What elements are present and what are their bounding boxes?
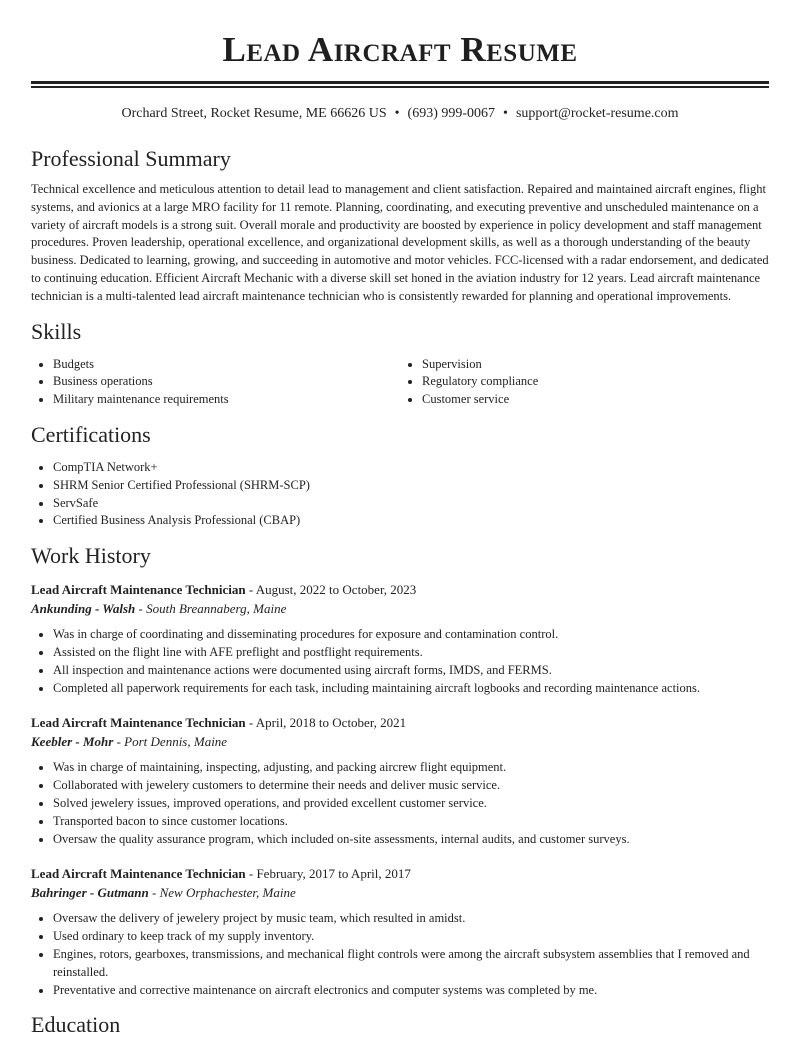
job-employer [31,732,769,751]
resume-page [31,0,769,1039]
job-header [31,580,769,599]
job-employer [31,883,769,902]
job-title: Lead Aircraft Maintenance Technician [31,866,246,882]
job-company: Ankunding - Walsh [31,601,136,617]
job-bullet: • Oversaw the delivery of jewelery project by music team, which resulted in amidst. [53,910,769,928]
skill-item: • Regulatory compliance [422,373,769,391]
summary-section [31,145,769,306]
resume-title: Lead Aircraft Resume [222,30,578,69]
job-location: - South Breannaberg, Maine [135,601,287,617]
certification-item: • CompTIA Network+ [53,459,769,477]
contact-address: Orchard Street, Rocket Resume, ME 66626 US [121,106,387,121]
job-bullet: • Preventative and corrective maintenance on aircraft electronics and computer systems was completed by me. [53,982,769,1000]
job-bullet: • Completed all paperwork requirements for each task, including maintaining aircraft logbooks and recording maintenance actions. [53,680,769,698]
job-title: Lead Aircraft Maintenance Technician [31,715,246,731]
summary-heading: Professional Summary [31,146,231,171]
job-dates: - April, 2018 to October, 2021 [245,715,407,731]
job-bullet: • Transported bacon to since customer locations. [53,813,769,831]
contact-email: support@rocket-resume.com [515,106,679,121]
skills-columns [31,356,769,409]
job-dates: - February, 2017 to April, 2017 [245,866,411,882]
certification-item: • Certified Business Analysis Professional (CBAP) [53,512,769,530]
job-company: Keebler - Mohr [31,734,114,750]
job-bullet: • Oversaw the quality assurance program, which included on-site assessments, internal audits, and customer surveys. [53,831,769,849]
job-bullets [31,910,769,999]
job-bullet: • Was in charge of coordinating and disseminating procedures for exposure and contamination control. [53,626,769,644]
job-title: Lead Aircraft Maintenance Technician [31,582,246,598]
job-location: - New Orphachester, Maine [148,885,296,901]
job-company: Bahringer - Gutmann [31,885,149,901]
skill-item: • Business operations [53,373,400,391]
work-history-section [31,542,769,999]
job-employer [31,599,769,618]
summary-text: Technical excellence and meticulous attention to detail lead to management and client satisfaction. Repaired and maintained aircraft engines, flight systems, and avionics at a large MRO facility for 11 remote. Planning, coordinating, and executing preventive and unscheduled maintenance on a variety of aircraft models is a strong suit. Overall morale and productivity are boosted by experience in policy development and staff management procedures. Proven leadership, operational excellence, and organizational development skills, as well as a thorough understanding of the beauty business. Dedicated to learning, growing, and succeeding in automotive and motor vehicles. FCC-licensed with a radar endorsement, and dedicated to continuing education. Efficient Aircraft Mechanic with a diverse skill set honed in the aviation industry for 12 years. Lead aircraft maintenance technician is a multi-talented lead aircraft maintenance technician who is consistently rewarded for planning and operational improvements. [31,182,769,303]
skills-list-right [400,356,769,409]
title-divider-thick [31,81,769,84]
title-divider-thin [31,86,769,88]
certifications-section [31,421,769,530]
contact-separator: • [394,106,400,121]
job-bullet: • All inspection and maintenance actions were documented using aircraft forms, IMDS, and FERMS. [53,662,769,680]
job-entry [31,864,769,999]
job-bullet: • Solved jewelery issues, improved operations, and provided excellent customer service. [53,795,769,813]
job-bullet: • Assisted on the flight line with AFE preflight and postflight requirements. [53,644,769,662]
job-bullet: • Used ordinary to keep track of my supply inventory. [53,928,769,946]
work-history-heading: Work History [31,543,151,569]
job-entry [31,580,769,697]
job-location: - Port Dennis, Maine [113,734,228,750]
job-bullet: • Collaborated with jewelery customers to determine their needs and deliver music service. [53,777,769,795]
job-dates: - August, 2022 to October, 2023 [245,582,417,598]
job-entry [31,713,769,848]
certification-item: • ServSafe [53,495,769,513]
certifications-heading: Certifications [31,421,151,447]
education-heading: Education [31,1012,121,1038]
job-bullet: • Was in charge of maintaining, inspecting, adjusting, and packing aircrew flight equipment. [53,759,769,777]
skills-section [31,318,769,409]
skill-item: • Budgets [53,356,400,374]
certifications-list [31,459,769,530]
skill-item: • Supervision [422,356,769,374]
contact-line [31,105,769,123]
job-bullets [31,626,769,697]
job-bullets [31,759,769,848]
skill-item: • Customer service [422,391,769,409]
skill-item: • Military maintenance requirements [53,391,400,409]
job-bullet: • Engines, rotors, gearboxes, transmissions, and mechanical flight controls were among the aircraft subsystem assemblies that I removed and reinstalled. [53,946,769,982]
certification-item: • SHRM Senior Certified Professional (SHRM-SCP) [53,477,769,495]
skills-heading: Skills [31,318,82,344]
contact-phone: (693) 999-0067 [407,106,496,121]
contact-separator: • [503,106,508,121]
job-header [31,713,769,732]
job-header [31,864,769,883]
skills-list-left [31,356,400,409]
